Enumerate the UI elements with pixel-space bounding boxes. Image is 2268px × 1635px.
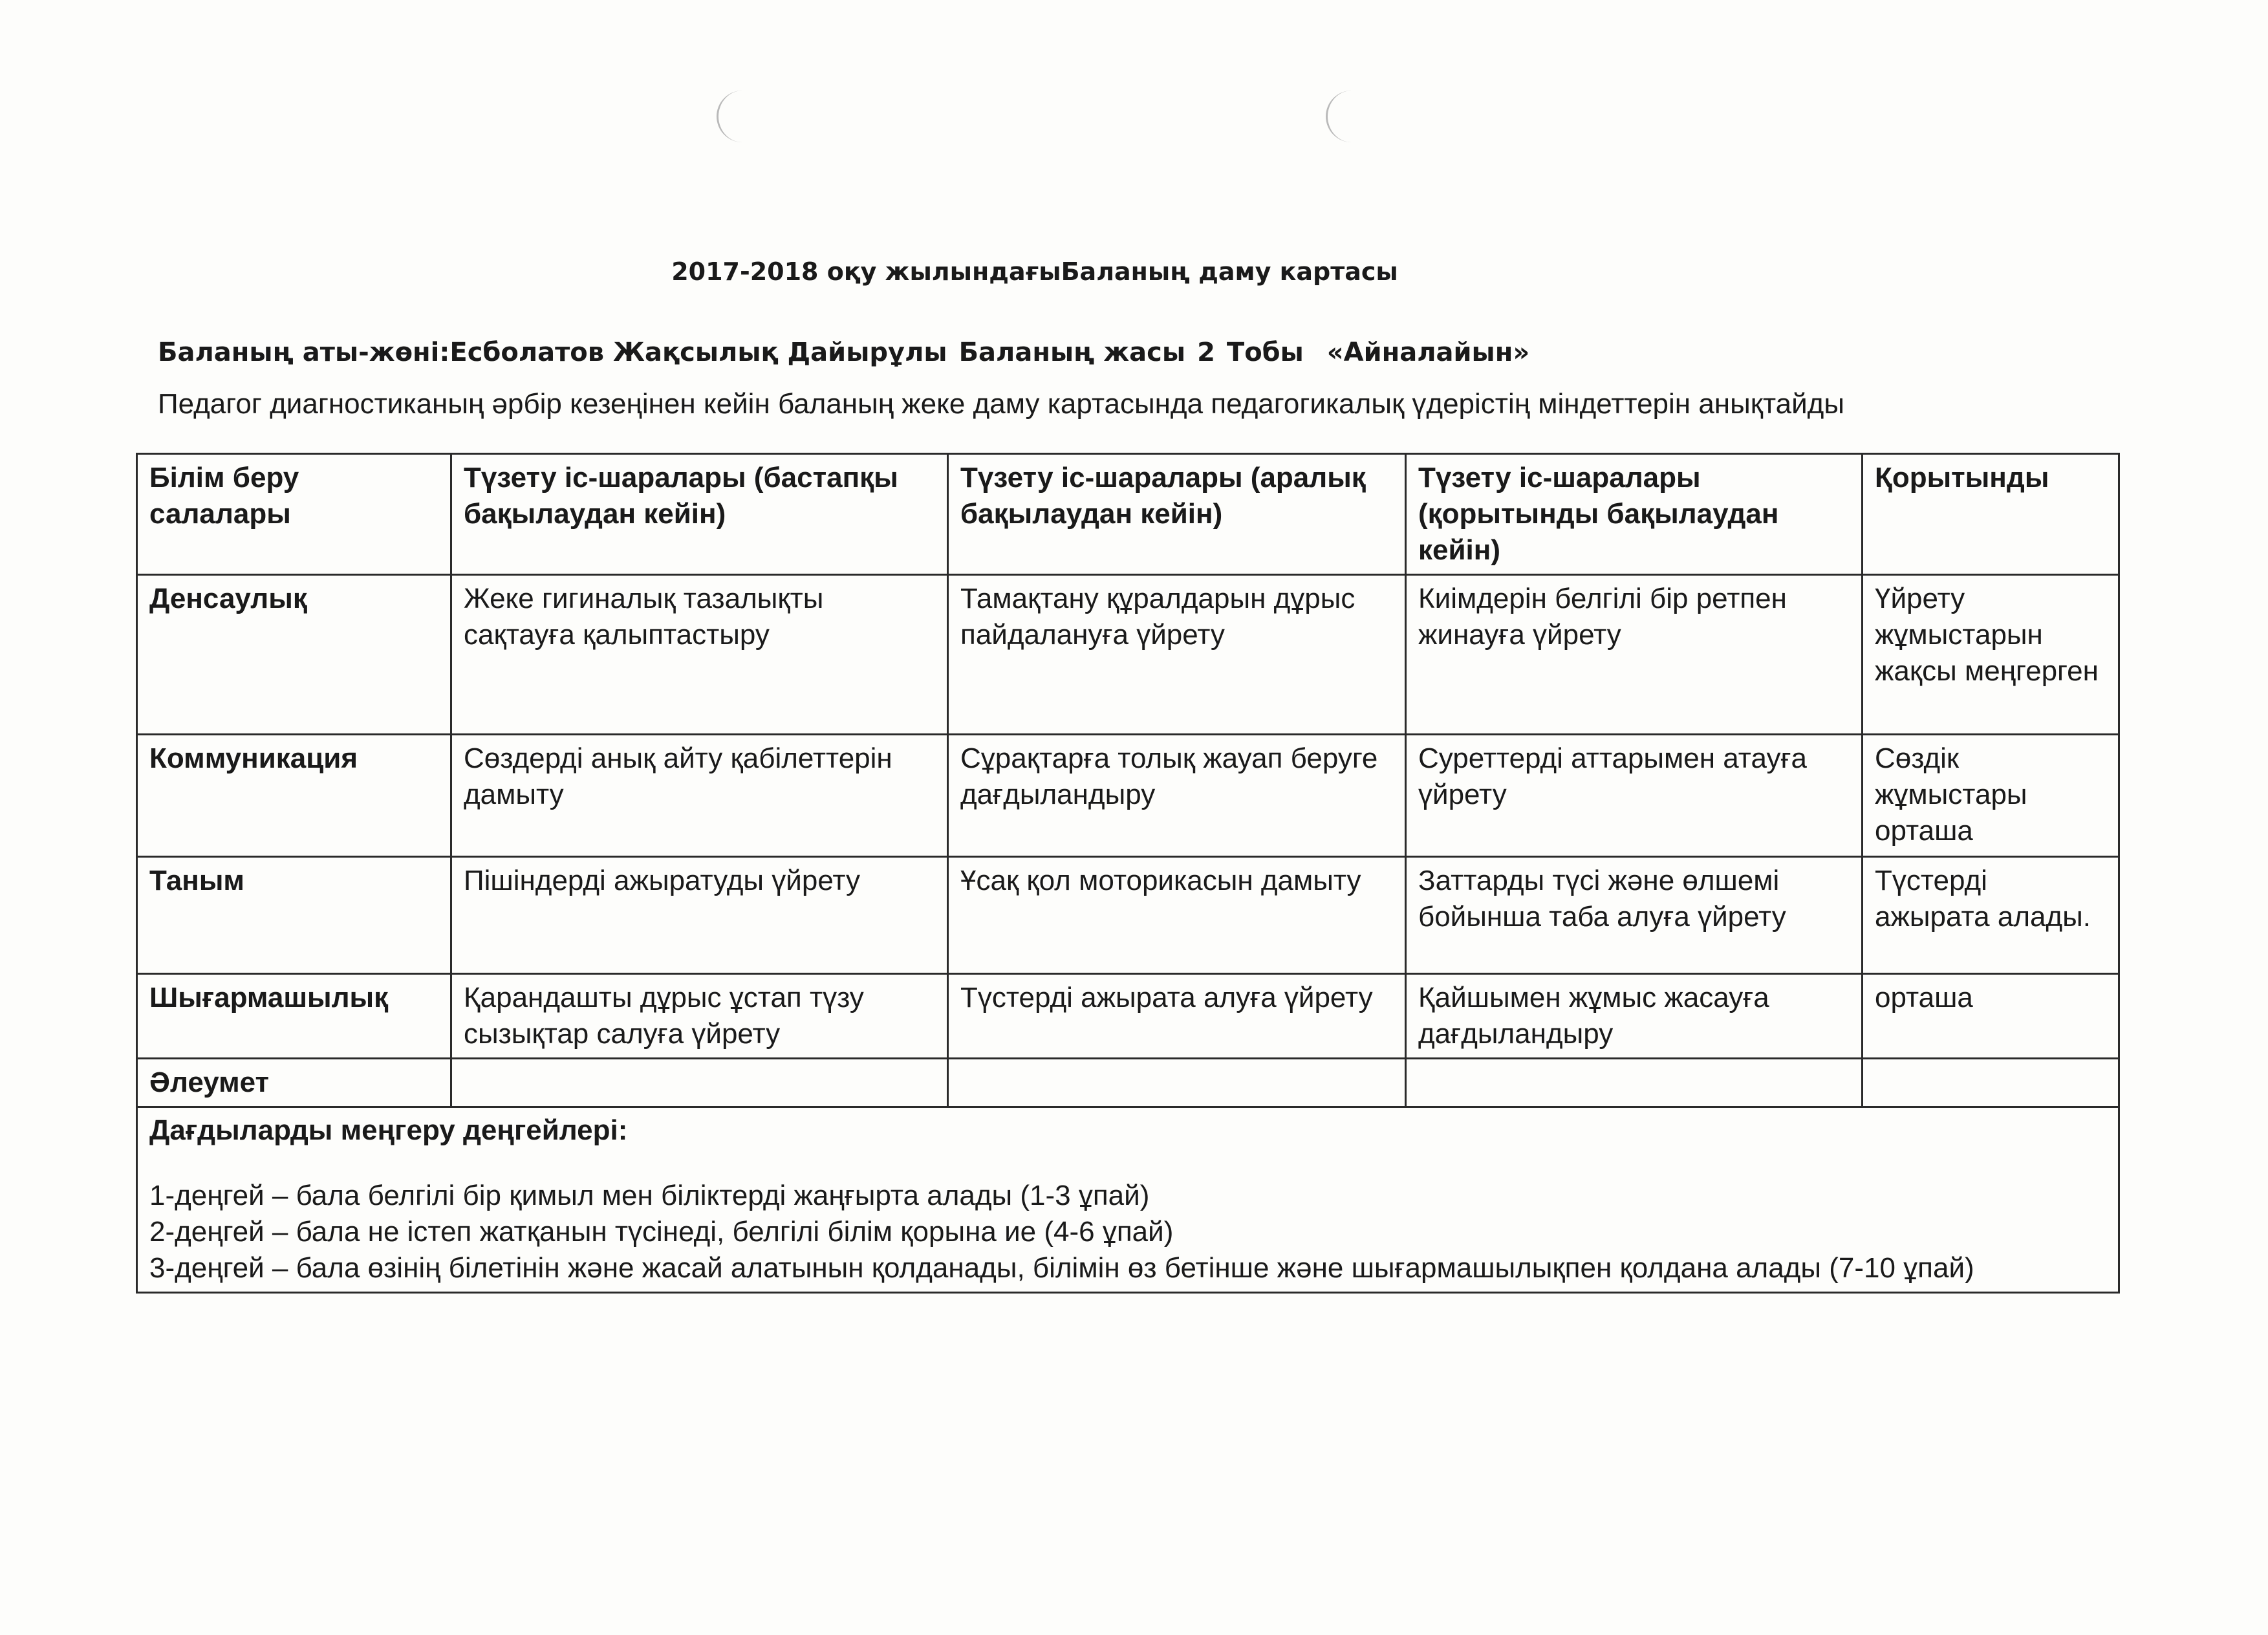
header-initial-correction: Түзету іс-шаралары (бастапқы бақылаудан кейін) bbox=[451, 454, 948, 575]
initial-cell: Сөздерді анық айту қабілеттерін дамыту bbox=[451, 735, 948, 857]
table-row bbox=[137, 735, 2119, 857]
table-row bbox=[137, 1059, 2119, 1107]
result-cell bbox=[1863, 1059, 2119, 1107]
result-cell: Түстерді ажырата алады. bbox=[1863, 857, 2119, 974]
document-title: 2017-2018 оқу жылындағыБаланың даму картасы bbox=[671, 257, 1398, 286]
table-header-row bbox=[137, 454, 2119, 575]
levels-cell bbox=[137, 1107, 2119, 1293]
result-cell: Сөздік жұмыстары орташа bbox=[1863, 735, 2119, 857]
initial-cell: Пішіндерді ажыратуды үйрету bbox=[451, 857, 948, 974]
child-info-line bbox=[158, 338, 1529, 367]
header-result: Қорытынды bbox=[1863, 454, 2119, 575]
level-item: 2-деңгей – бала не істеп жатқанын түсінеді, белгілі білім қорына ие (4-6 ұпай) bbox=[149, 1216, 1174, 1248]
header-education-areas: Білім беру салалары bbox=[137, 454, 451, 575]
development-map-table bbox=[136, 453, 2120, 1294]
child-age: 2 bbox=[1197, 338, 1215, 367]
area-cell: Коммуникация bbox=[137, 735, 451, 857]
area-cell: Шығармашылық bbox=[137, 974, 451, 1059]
final-cell: Суреттерді аттарымен атауға үйрету bbox=[1406, 735, 1863, 857]
final-cell: Қайшымен жұмыс жасауға дағдыландыру bbox=[1406, 974, 1863, 1059]
intermediate-cell: Ұсақ қол моторикасын дамыту bbox=[948, 857, 1406, 974]
initial-cell: Жеке гигиналық тазалықты сақтауға қалыптастыру bbox=[451, 575, 948, 735]
level-item: 3-деңгей – бала өзінің білетінін және жасай алатынын қолданады, білімін өз бетінше және шығармашылықпен қолдана алады (7-10 ұпай) bbox=[149, 1252, 1974, 1284]
child-group-label: Тобы bbox=[1226, 338, 1304, 367]
intermediate-cell: Сұрақтарға толық жауап беруге дағдыландыру bbox=[948, 735, 1406, 857]
child-group: «Айналайын» bbox=[1326, 338, 1530, 367]
level-item: 1-деңгей – бала белгілі бір қимыл мен біліктерді жаңғырта алады (1-3 ұпай) bbox=[149, 1180, 1150, 1211]
table-row bbox=[137, 857, 2119, 974]
levels-row bbox=[137, 1107, 2119, 1293]
header-intermediate-correction: Түзету іс-шаралары (аралық бақылаудан кейін) bbox=[948, 454, 1406, 575]
intermediate-cell: Түстерді ажырата алуға үйрету bbox=[948, 974, 1406, 1059]
final-cell: Заттарды түсі және өлшемі бойынша таба алуға үйрету bbox=[1406, 857, 1863, 974]
area-cell: Таным bbox=[137, 857, 451, 974]
final-cell: Киімдерін белгілі бір ретпен жинауға үйрету bbox=[1406, 575, 1863, 735]
area-cell: Әлеумет bbox=[137, 1059, 451, 1107]
intro-text: Педагог диагностиканың әрбір кезеңінен кейін баланың жеке даму картасында педагогикалық үдерістің міндеттерін анықтайды bbox=[158, 388, 1844, 420]
header-final-correction: Түзету іс-шаралары (қорытынды бақылаудан кейін) bbox=[1406, 454, 1863, 575]
table-row bbox=[137, 974, 2119, 1059]
result-cell: орташа bbox=[1863, 974, 2119, 1059]
intermediate-cell bbox=[948, 1059, 1406, 1107]
child-name-label: Баланың аты-жөні: bbox=[158, 338, 450, 367]
area-cell: Денсаулық bbox=[137, 575, 451, 735]
child-name: Есболатов Жақсылық Дайырұлы bbox=[449, 338, 947, 367]
punch-hole-mark-right bbox=[1326, 91, 1354, 142]
punch-hole-mark-left bbox=[717, 91, 744, 142]
final-cell bbox=[1406, 1059, 1863, 1107]
levels-title: Дағдыларды меңгеру деңгейлері: bbox=[149, 1114, 628, 1146]
intermediate-cell: Тамақтану құралдарын дұрыс пайдалануға үйрету bbox=[948, 575, 1406, 735]
result-cell: Үйрету жұмыстарын жақсы меңгерген bbox=[1863, 575, 2119, 735]
initial-cell: Қарандашты дұрыс ұстап түзу сызықтар салуға үйрету bbox=[451, 974, 948, 1059]
child-age-label: Баланың жасы bbox=[958, 338, 1186, 367]
table-row bbox=[137, 575, 2119, 735]
initial-cell bbox=[451, 1059, 948, 1107]
